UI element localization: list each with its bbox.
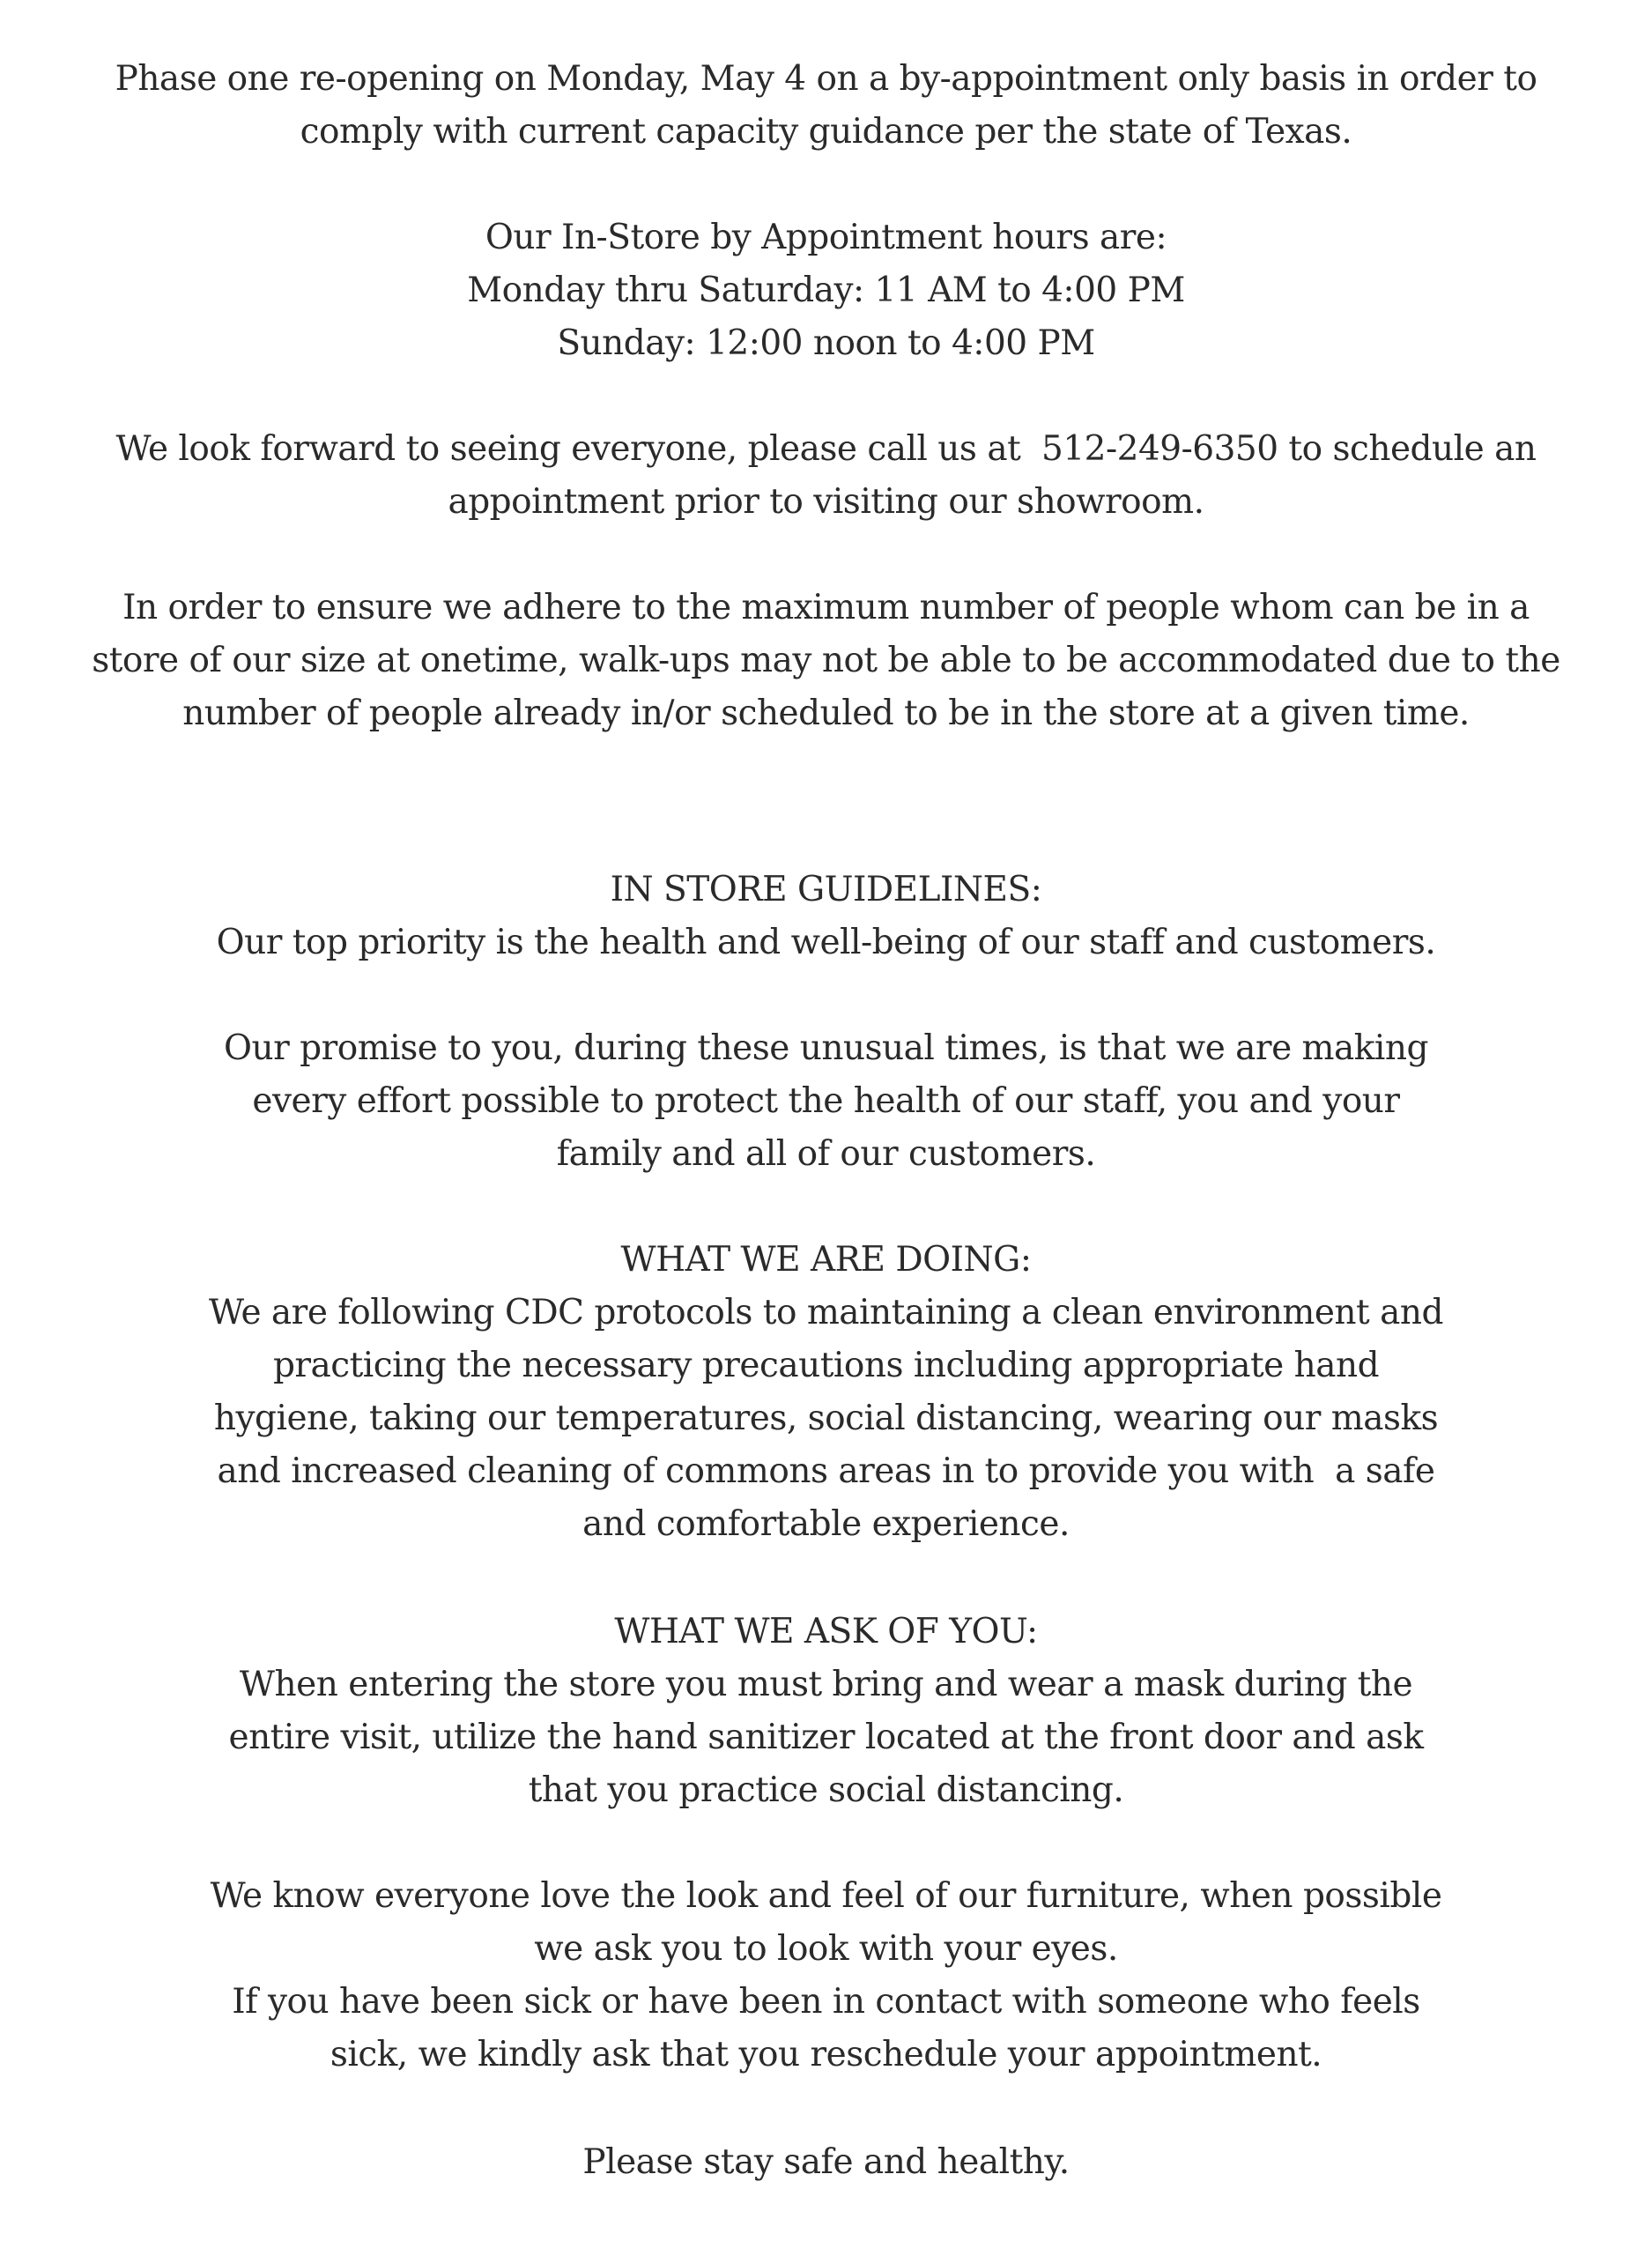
- doing-line-2: practicing the necessary precautions including appropriate hand: [272, 1346, 1380, 1385]
- opening-line-1: Phase one re-opening on Monday, May 4 on a by-appointment only basis in order to: [115, 59, 1537, 99]
- doing-line-3: hygiene, taking our temperatures, social distancing, wearing our masks: [213, 1399, 1439, 1438]
- hours-heading: Our In-Store by Appointment hours are:: [485, 218, 1167, 257]
- furniture-line-2: we ask you to look with your eyes.: [534, 1929, 1118, 1969]
- furniture-line-1: We know everyone love the look and feel of our furniture, when possible: [210, 1876, 1442, 1916]
- ask-line-3: that you practice social distancing.: [528, 1770, 1124, 1810]
- promise-line-3: family and all of our customers.: [556, 1134, 1096, 1174]
- doing-line-1: We are following CDC protocols to maintaining a clean environment and: [209, 1293, 1443, 1332]
- priority-line: Our top priority is the health and well-being of our staff and customers.: [216, 923, 1436, 962]
- call-line-2: appointment prior to visiting our showroom.: [448, 482, 1204, 522]
- ask-line-1: When entering the store you must bring and wear a mask during the: [239, 1665, 1413, 1704]
- promise-line-2: every effort possible to protect the health of our staff, you and your: [252, 1081, 1400, 1121]
- capacity-line-3: number of people already in/or scheduled to be in the store at a given time.: [182, 694, 1470, 733]
- hours-weekday: Monday thru Saturday: 11 AM to 4:00 PM: [467, 271, 1185, 310]
- capacity-line-2: store of our size at onetime, walk-ups may not be able to be accommodated due to the: [92, 641, 1560, 680]
- closing-line: Please stay safe and healthy.: [582, 2142, 1070, 2182]
- doing-line-4: and increased cleaning of commons areas in to provide you with a safe: [217, 1451, 1435, 1491]
- sick-line-1: If you have been sick or have been in contact with someone who feels: [232, 1982, 1420, 2022]
- hours-sunday: Sunday: 12:00 noon to 4:00 PM: [557, 323, 1095, 363]
- doing-heading: WHAT WE ARE DOING:: [620, 1240, 1032, 1280]
- guidelines-heading: IN STORE GUIDELINES:: [610, 870, 1042, 909]
- promise-line-1: Our promise to you, during these unusual times, is that we are making: [224, 1028, 1428, 1068]
- sick-line-2: sick, we kindly ask that you reschedule your appointment.: [330, 2035, 1322, 2074]
- opening-line-2: comply with current capacity guidance per the state of Texas.: [300, 112, 1352, 152]
- capacity-line-1: In order to ensure we adhere to the maximum number of people whom can be in a: [122, 588, 1530, 627]
- ask-heading: WHAT WE ASK OF YOU:: [614, 1612, 1038, 1651]
- doing-line-5: and comfortable experience.: [582, 1504, 1070, 1544]
- ask-line-2: entire visit, utilize the hand sanitizer located at the front door and ask: [228, 1718, 1424, 1757]
- call-line-1: We look forward to seeing everyone, please call us at 512-249-6350 to schedule an: [115, 429, 1537, 469]
